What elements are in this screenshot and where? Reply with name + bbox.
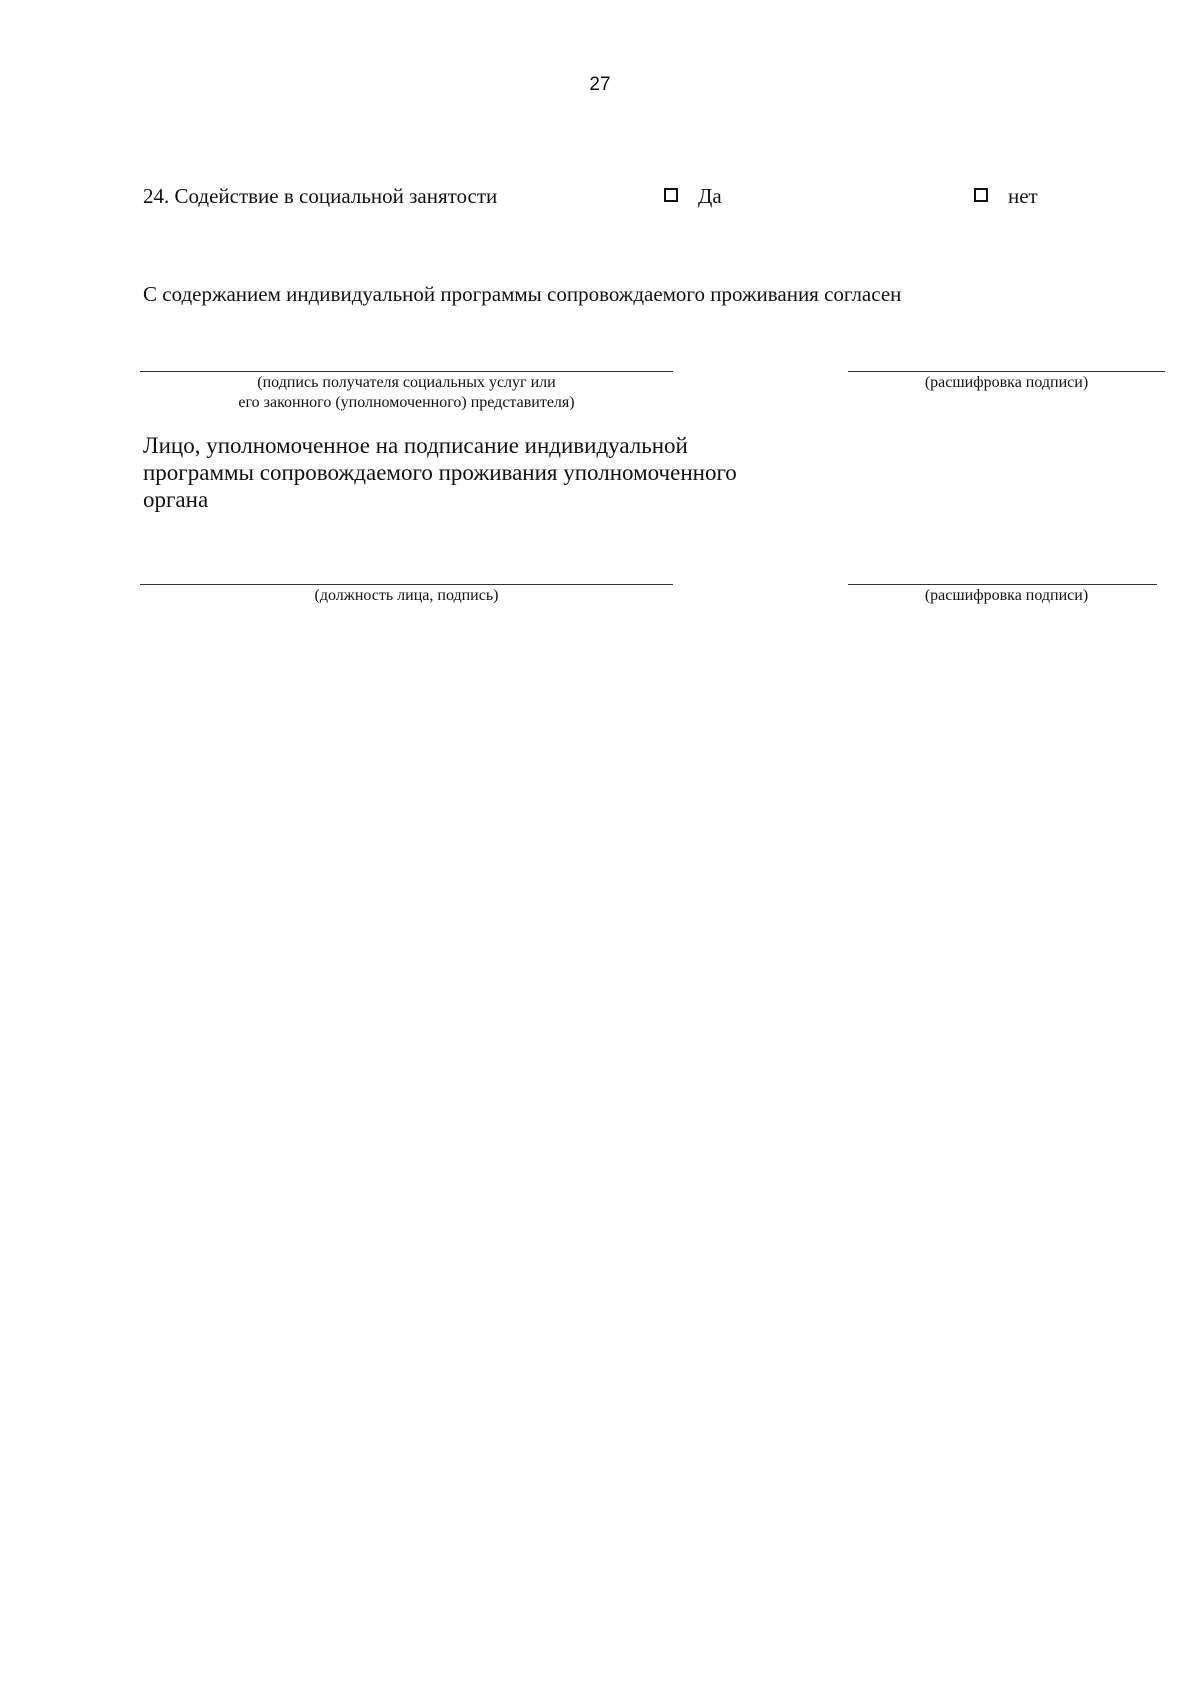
official-decoding-caption: (расшифровка подписи): [924, 587, 1089, 604]
page-number: 27: [589, 74, 611, 95]
consent-statement: С содержанием индивидуальной программы сопровождаемого проживания согласен: [143, 282, 902, 306]
authorized-line3: органа: [143, 487, 209, 512]
official-decoding-line: [848, 584, 1157, 585]
yes-checkbox[interactable]: [664, 188, 678, 202]
yes-label: Да: [698, 184, 722, 208]
no-checkbox[interactable]: [974, 188, 988, 202]
recipient-caption-line1: (подпись получателя социальных услуг или: [257, 374, 556, 391]
option-no[interactable]: [974, 184, 1038, 209]
recipient-decoding-caption: (расшифровка подписи): [924, 374, 1089, 391]
official-signature-caption: (должность лица, подпись): [314, 587, 499, 604]
option-yes[interactable]: [664, 184, 722, 209]
recipient-signature-caption: [140, 373, 673, 413]
authorized-line2: программы сопровождаемого проживания уполномоченного: [143, 460, 737, 485]
recipient-signature-line: [140, 371, 673, 372]
item-24-label: 24. Содействие в социальной занятости: [143, 184, 498, 208]
recipient-decoding-line: [848, 371, 1165, 372]
official-signature-line: [140, 584, 673, 585]
authorized-person-text: [143, 432, 823, 513]
recipient-caption-line2: его законного (уполномоченного) представителя): [238, 394, 575, 411]
authorized-line1: Лицо, уполномоченное на подписание индивидуальной: [143, 433, 688, 458]
no-label: нет: [1008, 184, 1038, 208]
